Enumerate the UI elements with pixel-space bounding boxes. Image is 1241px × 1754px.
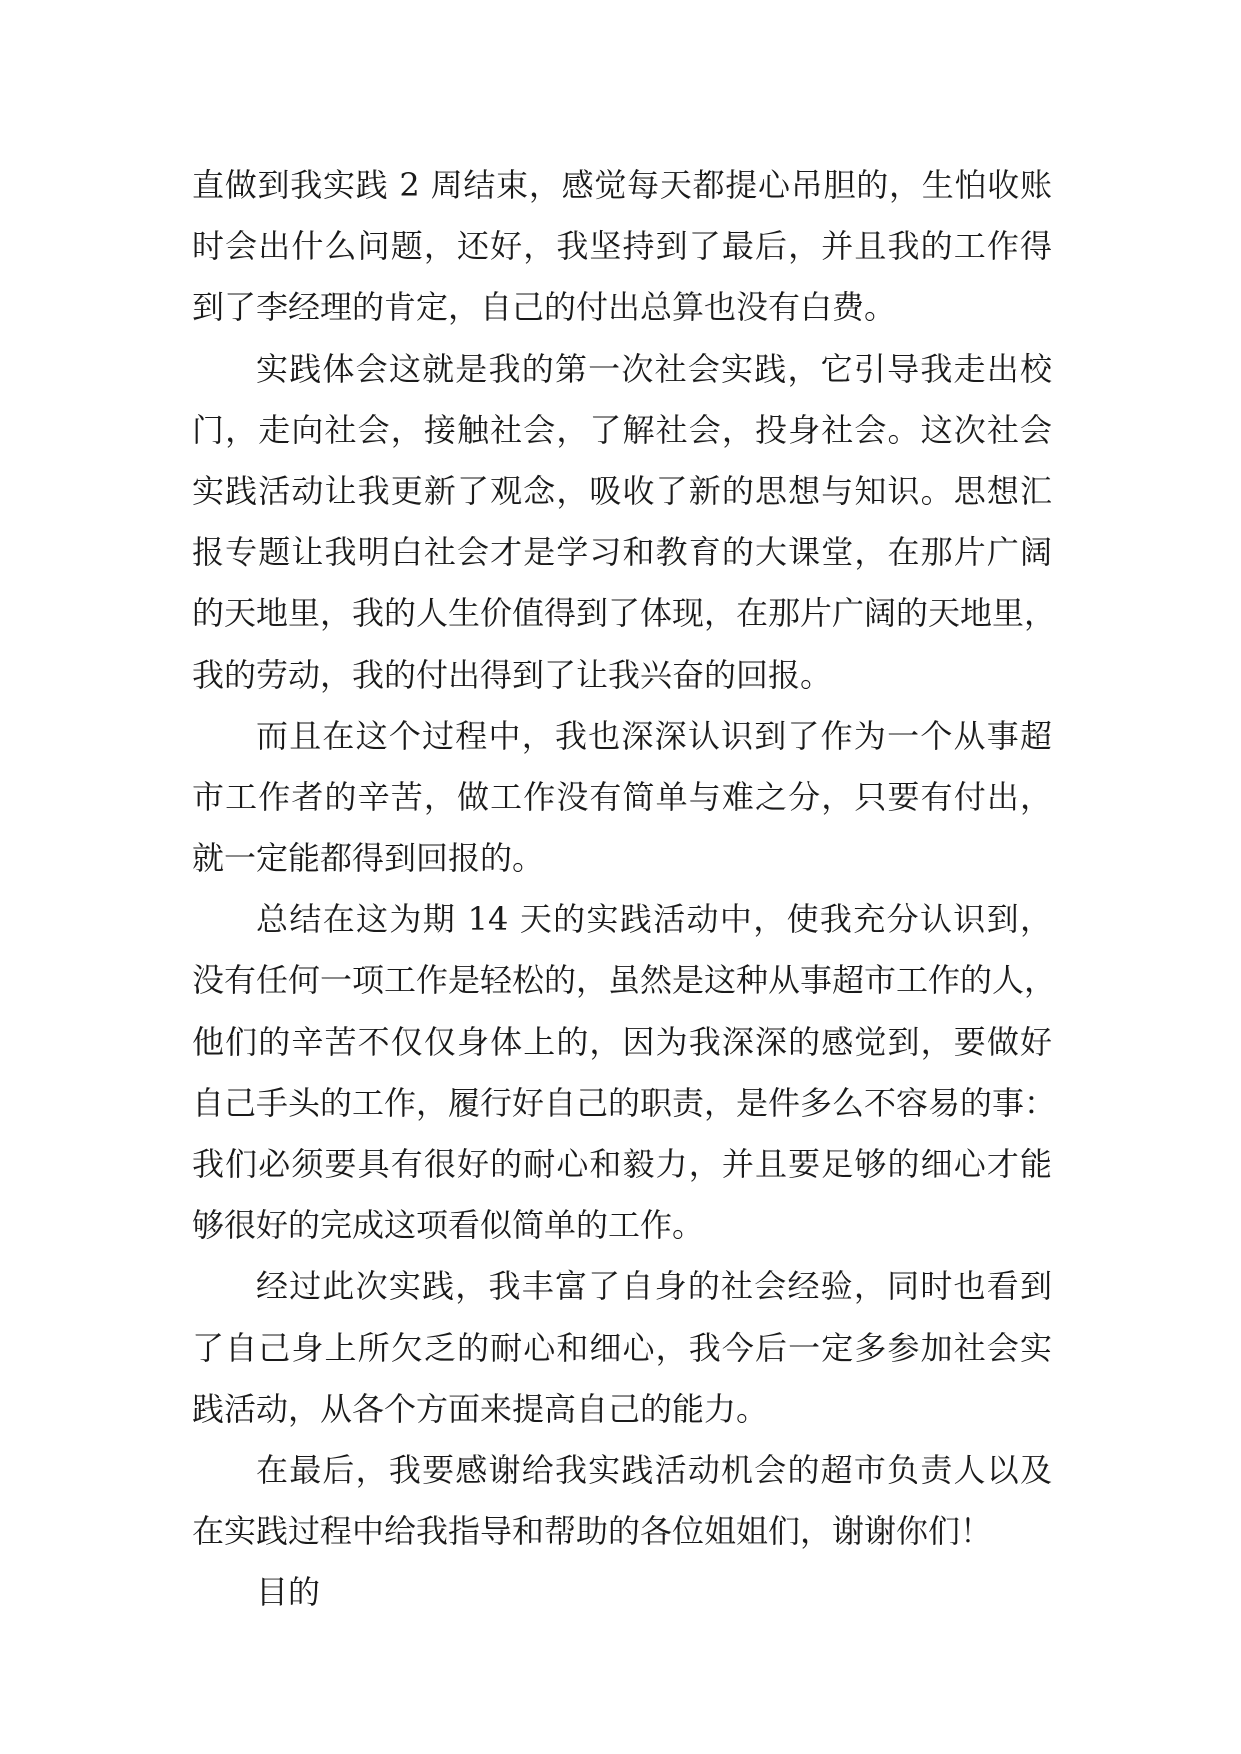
- text-line: 实践活动让我更新了观念，吸收了新的思想与知识。思想汇: [192, 471, 1052, 510]
- paragraph-practice-experience: [192, 339, 1057, 706]
- text-line: 我们必须要具有很好的耐心和毅力，并且要足够的细心才能: [192, 1145, 1052, 1183]
- text-line: 实践体会这就是我的第一次社会实践，它引导我走出校: [256, 349, 1052, 388]
- text-line: 在最后，我要感谢给我实践活动机会的超市负责人以及: [256, 1450, 1052, 1489]
- text-line: 门，走向社会，接触社会，了解社会，投身社会。这次社会: [192, 410, 1052, 449]
- paragraph-thanks: [192, 1440, 1052, 1562]
- text-line: 时会出什么问题，还好，我坚持到了最后，并且我的工作得: [192, 227, 1052, 266]
- text-line: 他们的辛苦不仅仅身体上的，因为我深深的感觉到，要做好: [192, 1022, 1052, 1061]
- paragraph-continuation: [192, 155, 1052, 339]
- text-line: 的天地里，我的人生价值得到了体现，在那片广阔的天地里，: [192, 594, 1057, 633]
- document-body: [192, 155, 1057, 1624]
- text-line: 报专题让我明白社会才是学习和教育的大课堂，在那片广阔: [192, 533, 1052, 572]
- text-line: 了自己身上所欠乏的耐心和细心，我今后一定多参加社会实: [192, 1328, 1052, 1367]
- text-line: 在实践过程中给我指导和帮助的各位姐姐们，谢谢你们！: [192, 1512, 993, 1551]
- text-line: 就一定能都得到回报的。: [192, 839, 545, 878]
- text-line: 够很好的完成这项看似简单的工作。: [192, 1206, 705, 1245]
- text-line: 市工作者的辛苦，做工作没有简单与难之分，只要有付出，: [192, 777, 1052, 816]
- paragraph-reflection: [192, 1256, 1052, 1440]
- text-line: 而且在这个过程中，我也深深认识到了作为一个从事超: [256, 716, 1052, 755]
- paragraph-summary: [192, 889, 1057, 1256]
- text-line: 没有任何一项工作是轻松的，虽然是这种从事超市工作的人，: [192, 961, 1057, 1000]
- text-line: 直做到我实践 2 周结束，感觉每天都提心吊胆的，生怕收账: [192, 166, 1052, 204]
- text-line: 总结在这为期 14 天的实践活动中，使我充分认识到，: [256, 900, 1052, 939]
- text-line: 我的劳动，我的付出得到了让我兴奋的回报。: [192, 655, 833, 694]
- text-line: 到了李经理的肯定，自己的付出总算也没有白费。: [192, 288, 897, 327]
- text-line: 践活动，从各个方面来提高自己的能力。: [192, 1389, 769, 1428]
- paragraph-hardship: [192, 706, 1052, 890]
- text-line: 经过此次实践，我丰富了自身的社会经验，同时也看到: [256, 1267, 1052, 1306]
- paragraph-heading-purpose: [192, 1562, 1052, 1623]
- text-line: 目的: [256, 1573, 321, 1612]
- text-line: 自己手头的工作，履行好自己的职责，是件多么不容易的事：: [192, 1083, 1057, 1122]
